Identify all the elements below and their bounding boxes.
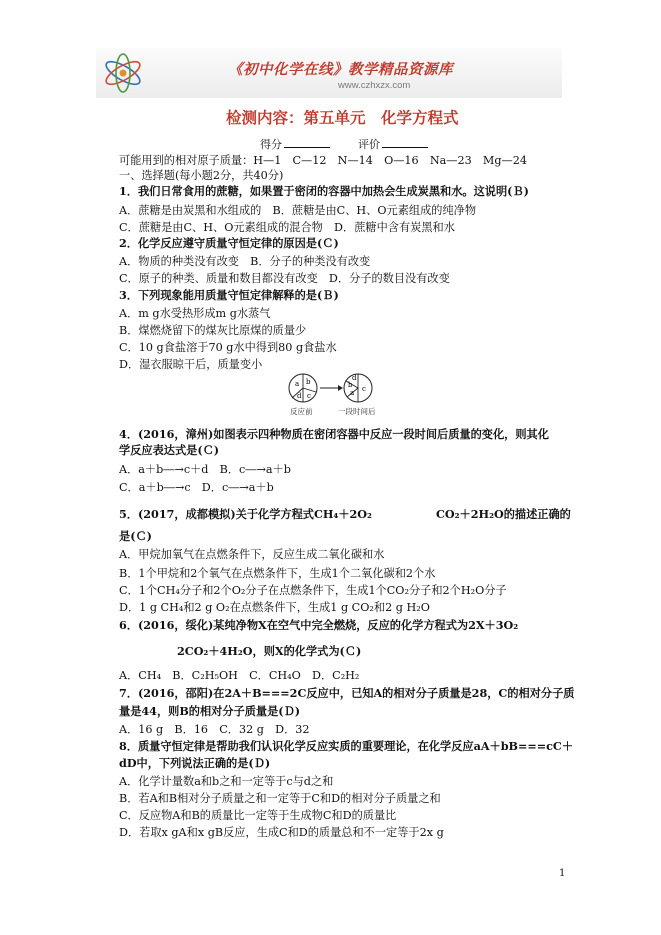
pie-after-label-d: d xyxy=(352,374,357,382)
q3-stem: 3．下列现象能用质量守恒定律解释的是(Ｂ) xyxy=(119,288,339,302)
right-arrow-icon xyxy=(320,385,343,391)
q5-option-c: C．1个CH₄分子和2个O₂分子在点燃条件下，生成1个CO₂分子和2个H₂O分子 xyxy=(119,584,507,597)
q3-option-a: A．m g水受热形成m g水蒸气 xyxy=(119,307,271,320)
page-title: 检测内容：第五单元 化学方程式 xyxy=(226,108,459,127)
q5-stem-right: CO₂＋2H₂O的描述正确的 xyxy=(436,507,571,521)
q3-option-c: C．10 g食盐溶于70 g水中得到80 g食盐水 xyxy=(119,341,337,354)
figure-after-label: 一段时间后 xyxy=(338,407,376,416)
pie-before-label-b: b xyxy=(306,378,311,386)
q8-option-b: B．若A和B相对分子质量之和一定等于C和D的相对分子质量之和 xyxy=(119,792,441,805)
q6-stem-line1: 6．(2016，绥化)某纯净物X在空气中完全燃烧，反应的化学方程式为2X＋3O₂ xyxy=(119,618,519,632)
q2-options-ab: A．物质的种类没有改变 B．分子的种类没有改变 xyxy=(119,255,371,268)
q7-options: A．16 g B．16 C．32 g D．32 xyxy=(119,723,310,736)
q6-stem-line2: 2CO₂＋4H₂O，则X的化学式为(Ｃ) xyxy=(177,644,362,658)
q3-option-d: D．湿衣服晾干后，质量变小 xyxy=(119,358,263,371)
pie-before-label-d: d xyxy=(297,392,302,400)
q2-stem: 2．化学反应遵守质量守恒定律的原因是(Ｃ) xyxy=(119,236,339,250)
q1-stem: 1．我们日常食用的蔗糖，如果置于密闭的容器中加热会生成炭黑和水。这说明(Ｂ) xyxy=(119,184,529,198)
score-label: 得分 xyxy=(260,138,282,151)
q7-stem-line2: 量是44，则B的相对分子质量是(Ｄ) xyxy=(119,704,301,718)
q5-option-a: A．甲烷加氧气在点燃条件下，反应生成二氧化碳和水 xyxy=(119,548,385,561)
q4-stem-line1: 4．(2016，漳州)如图表示四种物质在密闭容器中反应一段时间后质量的变化，则其化 xyxy=(119,427,549,441)
pie-after-label-c: c xyxy=(362,385,366,393)
pie-before xyxy=(289,374,317,402)
atomic-masses-line: 可能用到的相对原子质量：H—1 C—12 N—14 O—16 Na—23 Mg—24 xyxy=(119,154,527,167)
pie-after-label-b: b xyxy=(348,381,353,389)
pie-before-label-c: c xyxy=(307,392,311,400)
q8-stem-line1: 8．质量守恒定律是帮助我们认识化学反应实质的重要理论，在化学反应aA＋bB===cC＋ xyxy=(119,739,574,753)
q4-stem-line2: 学反应表达式是(Ｃ) xyxy=(119,443,220,457)
q8-stem-line2: dD中，下列说法正确的是(Ｄ) xyxy=(119,756,271,770)
score-line xyxy=(260,136,456,152)
q6-options: A．CH₄ B．C₂H₅OH C．CH₄O D．C₂H₂ xyxy=(119,669,360,682)
q1-options-ab: A．蔗糖是由炭黑和水组成的 B．蔗糖是由C、H、O元素组成的纯净物 xyxy=(119,204,477,217)
pie-after xyxy=(344,374,372,402)
q8-option-c: C．反应物A和B的质量比一定等于生成物C和D的质量比 xyxy=(119,809,397,822)
q5-option-d: D．1 g CH₄和2 g O₂在点燃条件下，生成1 g CO₂和2 g H₂O xyxy=(119,601,430,614)
evaluation-label: 评价 xyxy=(358,138,380,151)
q3-option-b: B．煤燃烧留下的煤灰比原煤的质量少 xyxy=(119,324,307,337)
pie-chart-icon xyxy=(286,370,376,418)
q4-options-cd: C．a＋b―→c D．c―→a＋b xyxy=(119,481,274,494)
page-number: 1 xyxy=(559,868,566,879)
banner-title: 《初中化学在线》教学精品资源库 xyxy=(228,61,453,78)
atom-logo-icon xyxy=(100,50,146,96)
evaluation-blank xyxy=(382,137,428,148)
score-blank xyxy=(284,137,330,148)
q5-option-b: B．1个甲烷和2个氧气在点燃条件下，生成1个二氧化碳和2个水 xyxy=(119,567,436,580)
pie-before-label-a: a xyxy=(295,380,300,388)
q2-options-cd: C．原子的种类、质量和数目都没有改变 D．分子的数目没有改变 xyxy=(119,272,450,285)
section-heading: 一、选择题(每小题2分，共40分) xyxy=(119,169,284,182)
q5-stem-left: 5．(2017，成都模拟)关于化学方程式CH₄＋2O₂ xyxy=(119,507,372,521)
pie-after-label-a: a xyxy=(350,389,355,397)
q4-options-ab: A．a＋b―→c＋d B．c―→a＋b xyxy=(119,463,291,476)
figure-before-label: 反应前 xyxy=(290,407,313,416)
q1-options-cd: C．蔗糖是由C、H、O元素组成的混合物 D．蔗糖中含有炭黑和水 xyxy=(119,221,455,234)
q8-option-a: A．化学计量数a和b之和一定等于c与d之和 xyxy=(119,775,334,788)
q8-option-d: D．若取x gA和x gB反应，生成C和D的质量总和不一定等于2x g xyxy=(119,826,444,839)
q7-stem-line1: 7．(2016，邵阳)在2A＋B===2C反应中，已知A的相对分子质量是28，C的相对分子质 xyxy=(119,686,575,700)
banner-url: www.czhxzx.com xyxy=(338,80,411,91)
q5-stem-line2: 是(Ｃ) xyxy=(119,529,152,543)
